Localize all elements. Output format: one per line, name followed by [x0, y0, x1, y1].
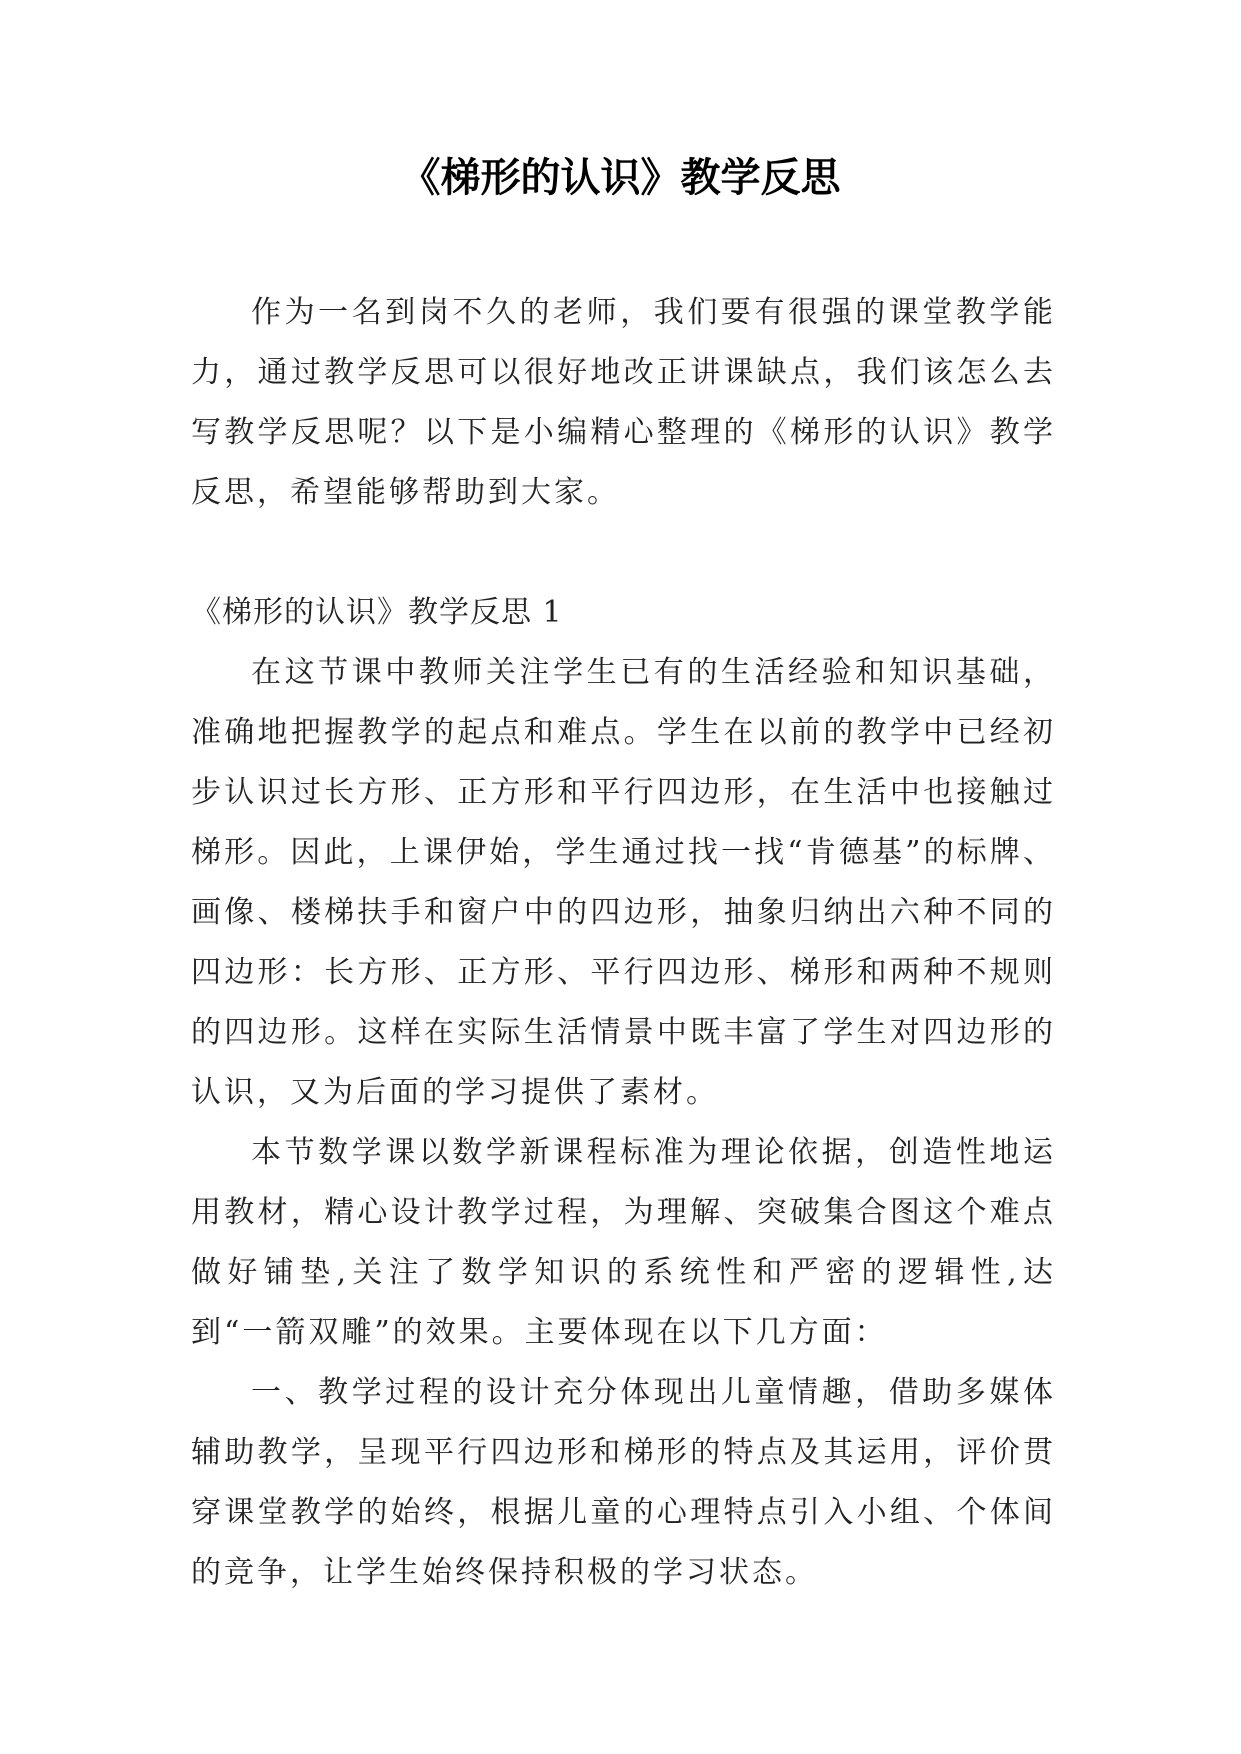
intro-paragraph: 作为一名到岗不久的老师，我们要有很强的课堂教学能力，通过教学反思可以很好地改正讲课缺点，我们该怎么去写教学反思呢？以下是小编精心整理的《梯形的认识》教学反思，希望能够帮助到大家。	[191, 295, 1056, 510]
body-paragraph-3: 一、教学过程的设计充分体现出儿童情趣，借助多媒体辅助教学，呈现平行四边形和梯形的特点及其运用，评价贯穿课堂教学的始终，根据儿童的心理特点引入小组、个体间的竞争，让学生始终保持积极的学习状态。	[191, 1375, 1056, 1590]
document-title: 《梯形的认识》教学反思	[400, 155, 841, 201]
section-heading: 《梯形的认识》教学反思 1	[191, 595, 563, 630]
body-paragraph-1: 在这节课中教师关注学生已有的生活经验和知识基础，准确地把握教学的起点和难点。学生在以前的教学中已经初步认识过长方形、正方形和平行四边形，在生活中也接触过梯形。因此，上课伊始，学生通过找一找“肯德基”的标牌、画像、楼梯扶手和窗户中的四边形，抽象归纳出六种不同的四边形：长方形、正方形、平行四边形、梯形和两种不规则的四边形。这样在实际生活情景中既丰富了学生对四边形的认识，又为后面的学习提供了素材。	[191, 655, 1056, 1110]
document-body	[191, 283, 1056, 1603]
body-paragraph-2: 本节数学课以数学新课程标准为理论依据，创造性地运用教材，精心设计教学过程，为理解、突破集合图这个难点做好铺垫,关注了数学知识的系统性和严密的逻辑性,达到“一箭双雕”的效果。主要体现在以下几方面：	[191, 1135, 1056, 1350]
